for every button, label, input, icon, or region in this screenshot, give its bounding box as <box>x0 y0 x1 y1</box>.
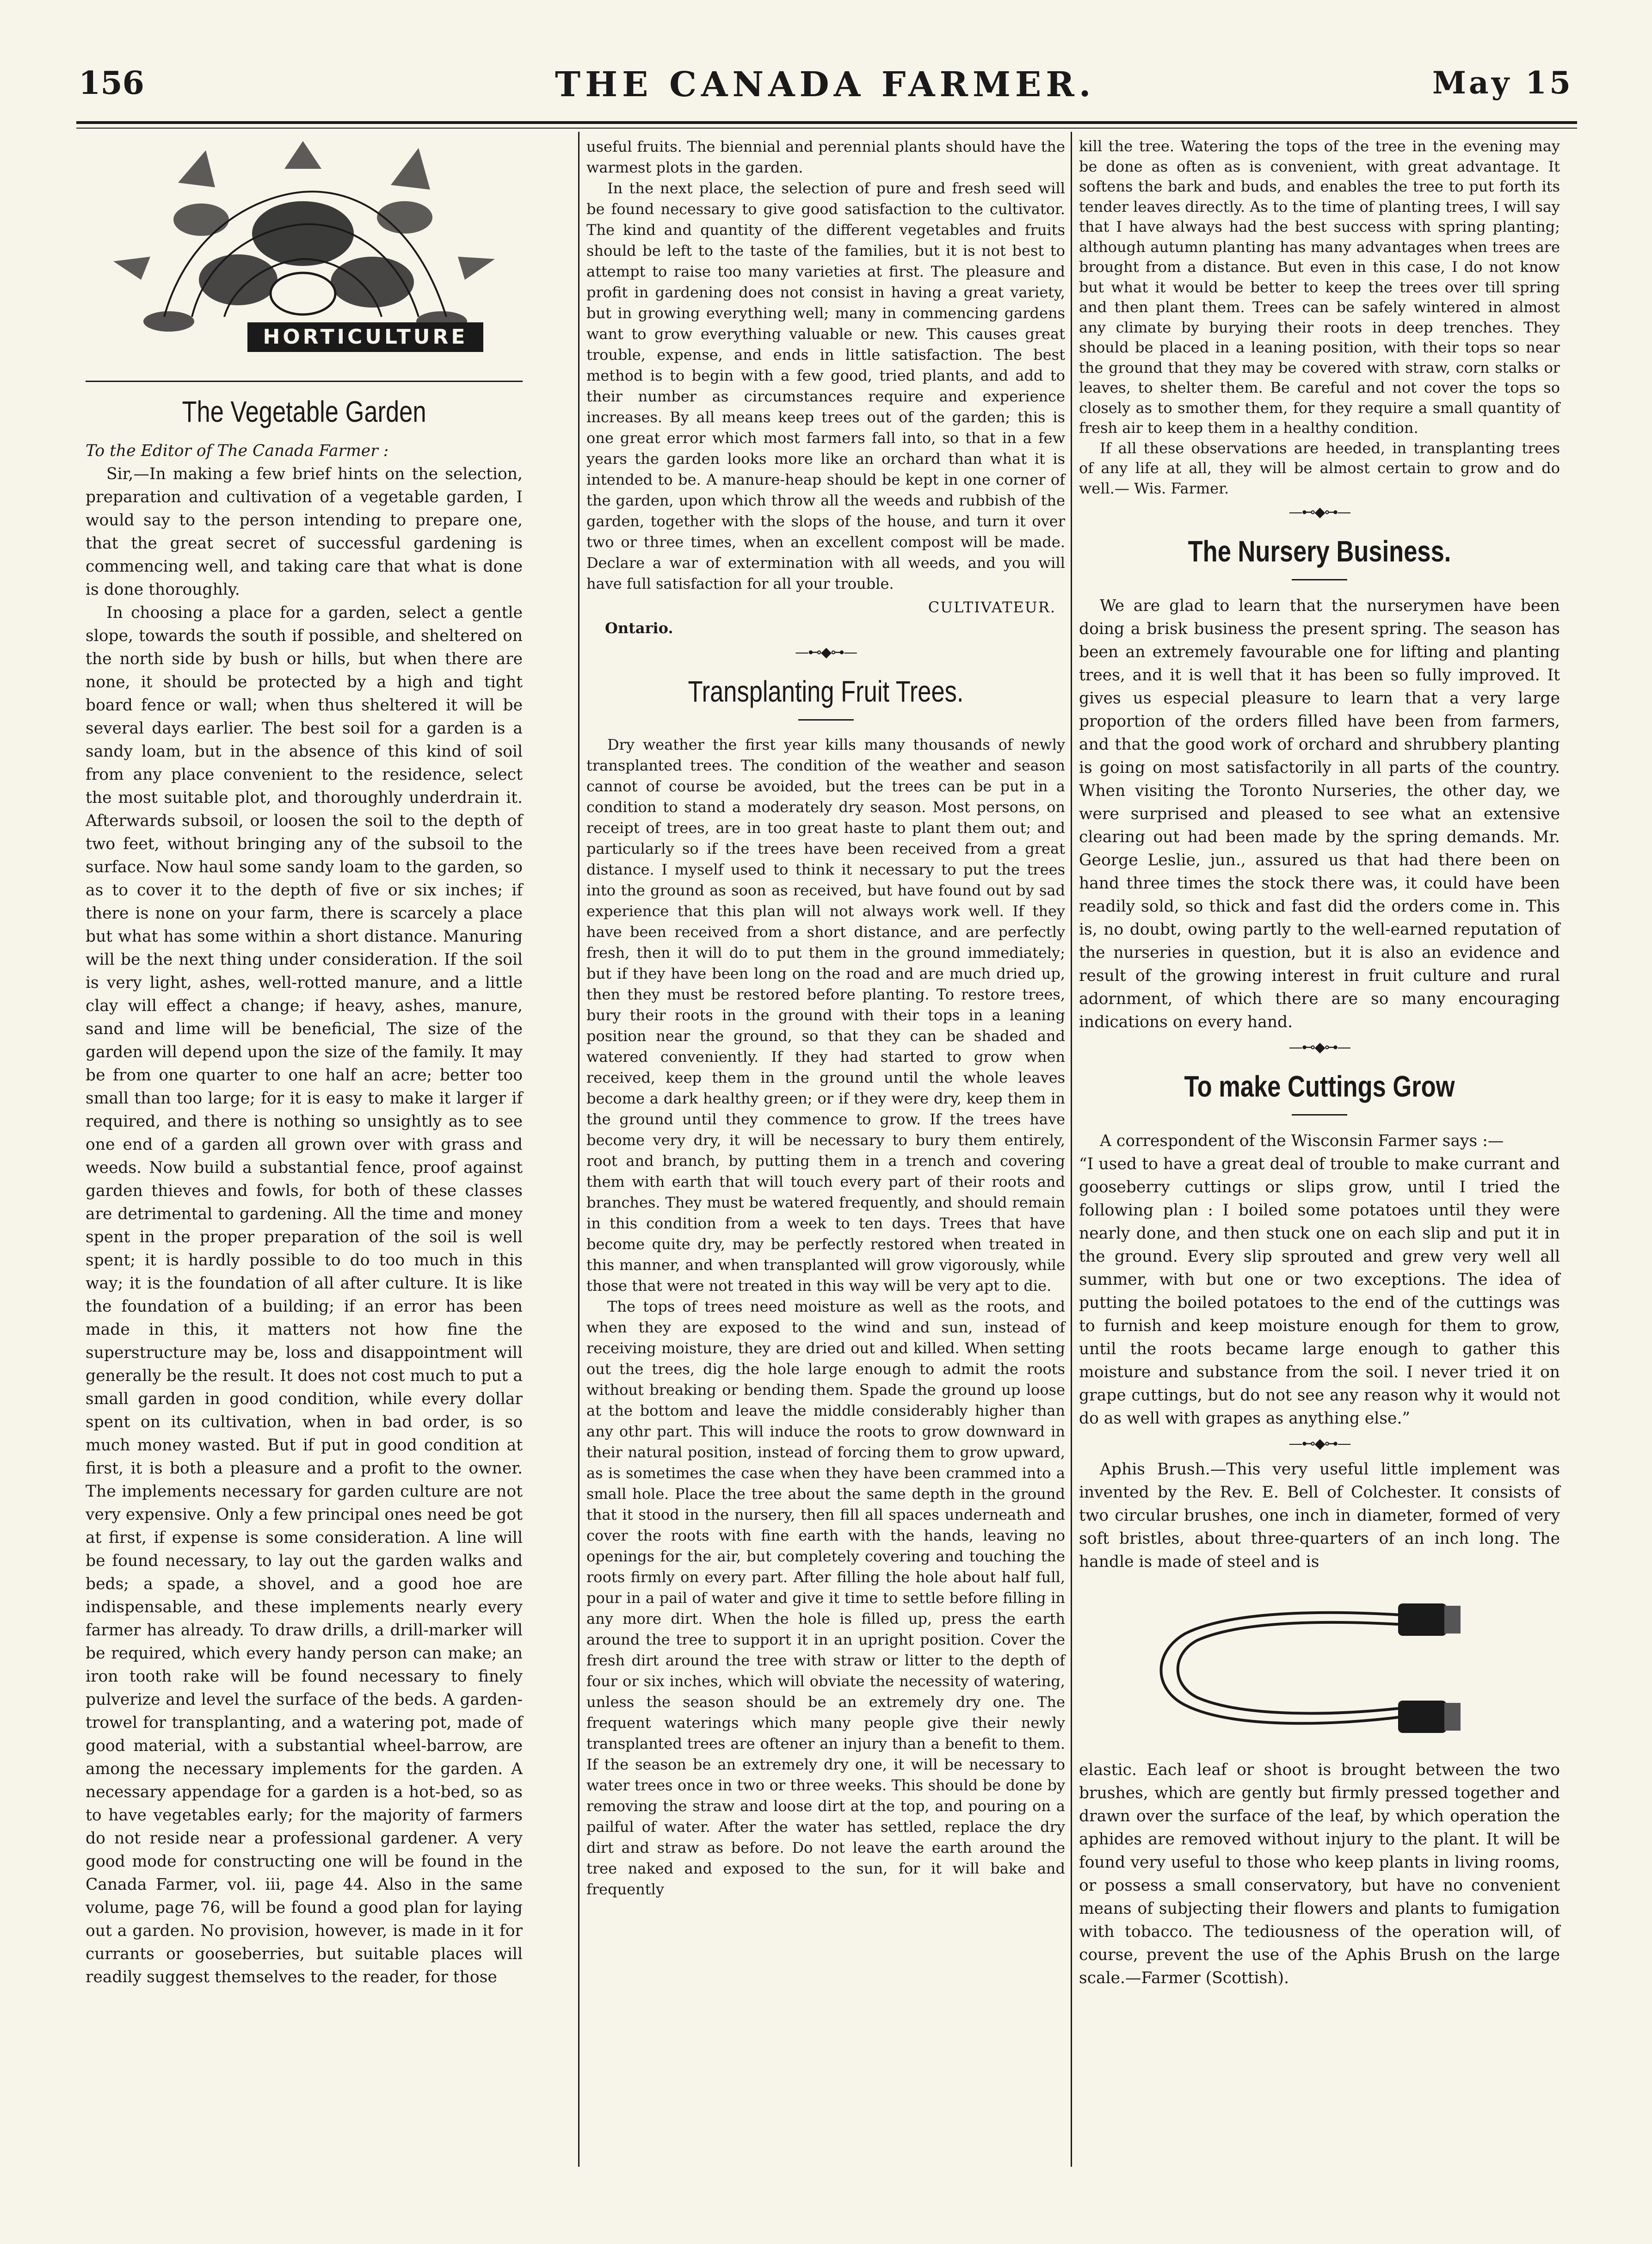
signature: CULTIVATEUR. <box>928 598 1056 616</box>
horticulture-banner <box>86 141 523 358</box>
section-rule <box>86 381 523 382</box>
ornament-divider: —⊷◆⊶— <box>1288 1039 1350 1055</box>
heading-vegetable-garden: The Vegetable Garden <box>182 395 426 428</box>
heading-nursery-business: The Nursery Business. <box>1188 535 1451 568</box>
header-rule <box>76 121 1577 124</box>
article-paragraph: A correspondent of the Wisconsin Farmer says :— <box>1100 1132 1504 1150</box>
article-paragraph: The tops of trees need moisture as well as the roots, and when they are exposed to the wind and sun, instead of receiving moisture, they are dried out and killed. When setting out the trees, dig the hole large enough to admit the roots without breaking or bending them. Spade the ground up loose at the bottom and leave the middle considerably higher than any othr part. This will induce the roots to grow downward in their natural position, instead of forcing them to grow upward, as is sometimes the case when they have been crammed into a small hole. Place the tree about the same depth in the ground that it stood in the nursery, then fill all spaces underneath and cover the roots with fine earth with the hands, leaving no openings for the air, but completely covering and touching the roots firmly on every part. After filling the hole about half full, pour in a pail of water and give it time to settle before filling in any more dirt. When the hole is filled up, press the earth around the tree to support it in an upright position. Cover the fresh dirt around the tree with straw or litter to the depth of four or six inches, which will obviate the necessity of watering, unless the season should be an extremely dry one. The frequent waterings which many people give their newly transplanted trees are oftener an injury than a benefit to them. If the season be an extremely dry one, it will be necessary to water trees once in two or three weeks. This should be done by removing the straw and loose dirt at the top, and pouring on a pailful of water. After the water has settled, replace the dry dirt and straw as before. Do not leave the earth around the tree naked and exposed to the sun, for it will bake and frequently <box>586 1298 1065 1898</box>
heading-transplanting: Transplanting Fruit Trees. <box>688 675 964 708</box>
column-2 <box>586 136 1065 1900</box>
heading-cuttings: To make Cuttings Grow <box>1184 1070 1455 1103</box>
ornament-divider: —⊷◆⊶— <box>1288 504 1350 520</box>
ornament-divider: —⊷◆⊶— <box>1288 1436 1350 1452</box>
article-paragraph: We are glad to learn that the nurserymen have been doing a brisk business the present spring. The season has been an extremely favourable one for lifting and planting trees, and it is well that it has been so fully improved. It gives us especial pleasure to learn that a very large proportion of the orders filled have been from farmers, and that the good work of orchard and shrubbery planting is going on most satisfactorily in all parts of the country. When visiting the Toronto Nurseries, the other day, we were surprised and pleased to see what an extensive clearing out had been made by the spring demands. Mr. George Leslie, jun., assured us that had there been on hand three times the stock there was, it could have been readily sold, so thick and fast did the orders come in. This is, no doubt, owing partly to the well-earned reputation of the nurseries in question, but it is also an evidence and result of the growing interest in fruit culture and rural adornment, of which there are so many encouraging indications on every hand. <box>1079 597 1560 1031</box>
to-editor-line: To the Editor of The Canada Farmer : <box>86 442 389 460</box>
article-paragraph: If all these observations are heeded, in transplanting trees of any life at all, they will be almost certain to grow and do well.— Wis. Farmer. <box>1079 439 1560 497</box>
column-rule-2 <box>1071 132 1072 2167</box>
horticulture-label: HORTICULTURE <box>247 322 483 352</box>
column-3 <box>1079 136 1560 1990</box>
article-paragraph: Dry weather the first year kills many thousands of newly transplanted trees. The condition of the weather and season cannot of course be avoided, but the trees can be put in a condition to stand a moderately dry season. Most persons, on receipt of trees, are in too great haste to plant them out; and particularly so if the trees have been received from a great distance. I myself used to think it necessary to put the trees into the ground as soon as received, but have found out by sad experience that this plan will not always work well. If they have been received from a short distance, and are perfectly fresh, then it will do to put them in the ground immediately; but if they have been long on the road and are much dried up, then they must be restored before planting. To restore trees, bury their roots in the ground with their tops in a leaning position near the ground, so that they can be shaded and watered conveniently. If they had started to grow when received, keep them in the ground until the whole leaves become a dark healthy green; or if they were dry, keep them in the ground until they commence to grow. If the trees have become very dry, it will be necessary to bury them entirely, root and branch, by putting them in a trench and covering them with earth that will touch every part of their roots and branches. They must be watered frequently, and should remain in this condition from a week to ten days. Trees that have become quite dry, may be perfectly restored when treated in this manner, and when transplanted will grow vigorously, while those that were not treated in this way will be very apt to die. <box>586 736 1065 1295</box>
column-1 <box>86 136 523 1989</box>
page-number: 156 <box>79 65 144 102</box>
heading-underline <box>1292 1114 1347 1116</box>
article-paragraph: kill the tree. Watering the tops of the tree in the evening may be done as often as is convenient, with great advantage. It softens the bark and buds, and enables the tree to put forth its tender leaves directly. As to the time of planting trees, I will say that I have always had the best success with spring planting; although autumn planting has many advantages when trees are brought from a distance. But even in this case, I do not know but what it would be better to keep the trees over till spring and then plant them. Trees can be safely wintered in almost any climate by burying their roots in deep trenches. They should be placed in a leaning position, with their tops so near the ground that they may be covered with straw, corn stalks or leaves, to shelter them. Be careful and not cover the tops so closely as to smother them, for they require a small quantity of fresh air to keep them in a healthy condition. <box>1079 137 1560 437</box>
article-paragraph: elastic. Each leaf or shoot is brought between the two brushes, which are gently but firmly pressed together and drawn over the surface of the leaf, by which operation the aphides are removed without injury to the plant. It will be found very useful to those who keep plants in living rooms, or possess a small conservatory, but have no convenient means of subjecting their flowers and plants to fumigation with tobacco. The tediousness of the operation will, of course, prevent the use of the Aphis Brush on the large scale.—Farmer (Scottish). <box>1079 1761 1560 1987</box>
masthead-title: THE CANADA FARMER. <box>555 65 1096 105</box>
article-paragraph: useful fruits. The biennial and perennial plants should have the warmest plots in the garden. <box>586 138 1065 176</box>
aphis-brush-icon <box>1079 1578 1560 1754</box>
column-rule-1 <box>578 132 579 2167</box>
article-paragraph: Aphis Brush.—This very useful little implement was invented by the Rev. E. Bell of Colchester. It consists of two circular brushes, one inch in diameter, formed of very soft bristles, about three-quarters of an inch long. The handle is made of steel and is <box>1079 1460 1560 1571</box>
article-paragraph: “I used to have a great deal of trouble to make currant and gooseberry cuttings or slips grow, until I tried the following plan : I boiled some potatoes until they were nearly done, and then stuck one on each slip and put it in the ground. Every slip sprouted and grew very well all summer, with but one or two exceptions. The idea of putting the boiled potatoes to the end of the cuttings was to furnish and keep moisture enough for them to grow, until the roots became large enough to gather this moisture and substance from the soil. I never tried it on grape cuttings, but do not see any reason why it would not do as well with grapes as anything else.” <box>1079 1155 1560 1428</box>
article-paragraph: In the next place, the selection of pure and fresh seed will be found necessary to give good satisfaction to the cultivator. The kind and quantity of the different vegetables and fruits should be left to the taste of the families, but it is not best to attempt to raise too many varieties at first. The pleasure and profit in gardening does not consist in having a great variety, but in growing everything well; many in commencing gardens want to grow everything valuable or new. This causes great trouble, expense, and ends in little satisfaction. The best method is to begin with a few good, tried plants, and add to their number as circumstances require and experience increases. By all means keep trees out of the garden; this is one great error which most farmers fall into, so that in a few years the garden looks more like an orchard than what it is intended to be. A manure-heap should be kept in one corner of the garden, upon which throw all the weeds and rubbish of the garden, together with the slops of the house, and turn it over two or three times, when an excellent compost will be made. Declare a war of extermination with all weeds, and you will have full satisfaction for all your trouble. <box>586 179 1065 592</box>
article-paragraph: Sir,—In making a few brief hints on the selection, preparation and cultivation of a vegetable garden, I would say to the person intending to prepare one, that the great secret of successful gardening is commencing well, and taking care that what is done is done thoroughly. <box>86 465 523 599</box>
ornament-divider: —⊷◆⊶— <box>795 644 857 660</box>
article-paragraph: In choosing a place for a garden, select a gentle slope, towards the south if possible, and sheltered on the north side by bush or hills, but when there are none, it should be protected by a high and tight board fence or wall; when thus sheltered it will be several days earlier. The best soil for a garden is a sandy loam, but in the absence of this kind of soil from any place convenient to the residence, select the most suitable plot, and thoroughly underdrain it. Afterwards subsoil, or loosen the soil to the depth of two feet, without bringing any of the subsoil to the surface. Now haul some sandy loam to the garden, so as to cover it to the depth of five or six inches; if there is none on your farm, there is scarcely a place but what has some within a short distance. Manuring will be the next thing under consideration. If the soil is very light, ashes, well-rotted manure, and a little clay will effect a change; if heavy, ashes, manure, sand and lime will be beneficial, The size of the garden will depend upon the size of the family. It may be from one quarter to one half an acre; better too small than too large; for it is easy to make it larger if required, and there is nothing so unsightly as to see one end of a garden all grown over with grass and weeds. Now build a substantial fence, proof against garden thieves and fowls, for both of these classes are detrimental to gardening. All the time and money spent in the proper preparation of the soil is well spent; it is hardly possible to do too much in this way; it is the foundation of all after culture. It is like the foundation of a building; if an error has been made in this, it matters not how fine the superstructure may be, loss and disappointment will generally be the result. It does not cost much to put a small garden in good condition, while every dollar spent on its cultivation, when in bad order, is so much money wasted. But if put in good condition at first, it is both a pleasure and a profit to the owner. The implements necessary for garden culture are not very expensive. Only a few principal ones need be got at first, if expense is some consideration. A line will be found necessary, to lay out the garden walks and beds; a spade, a shovel, and a good hoe are indispensable, and these implements nearly every farmer has already. To draw drills, a drill-marker will be required, which every handy person can make; an iron tooth rake will be found necessary to finely pulverize and level the surface of the beds. A garden-trowel for transplanting, and a watering pot, made of good material, with a substantial wheel-barrow, are among the necessary implements for the garden. A necessary appendage for a garden is a hot-bed, so as to have vegetables early; for the majority of farmers do not reside near a professional gardener. A very good mode for constructing one will be found in the Canada Farmer, vol. iii, page 44. Also in the same volume, page 76, will be found a good plan for laying out a garden. No provision, however, is made in it for currants or gooseberries, but suitable places will readily suggest themselves to the reader, for those <box>86 604 523 1986</box>
signature-place: Ontario. <box>605 619 673 637</box>
heading-underline <box>798 719 854 721</box>
aphis-brush-illustration <box>1079 1578 1560 1754</box>
issue-date: May 15 <box>1432 65 1573 101</box>
header-rule-thin <box>76 128 1577 129</box>
heading-underline <box>1292 579 1347 580</box>
page-header <box>0 65 1652 120</box>
